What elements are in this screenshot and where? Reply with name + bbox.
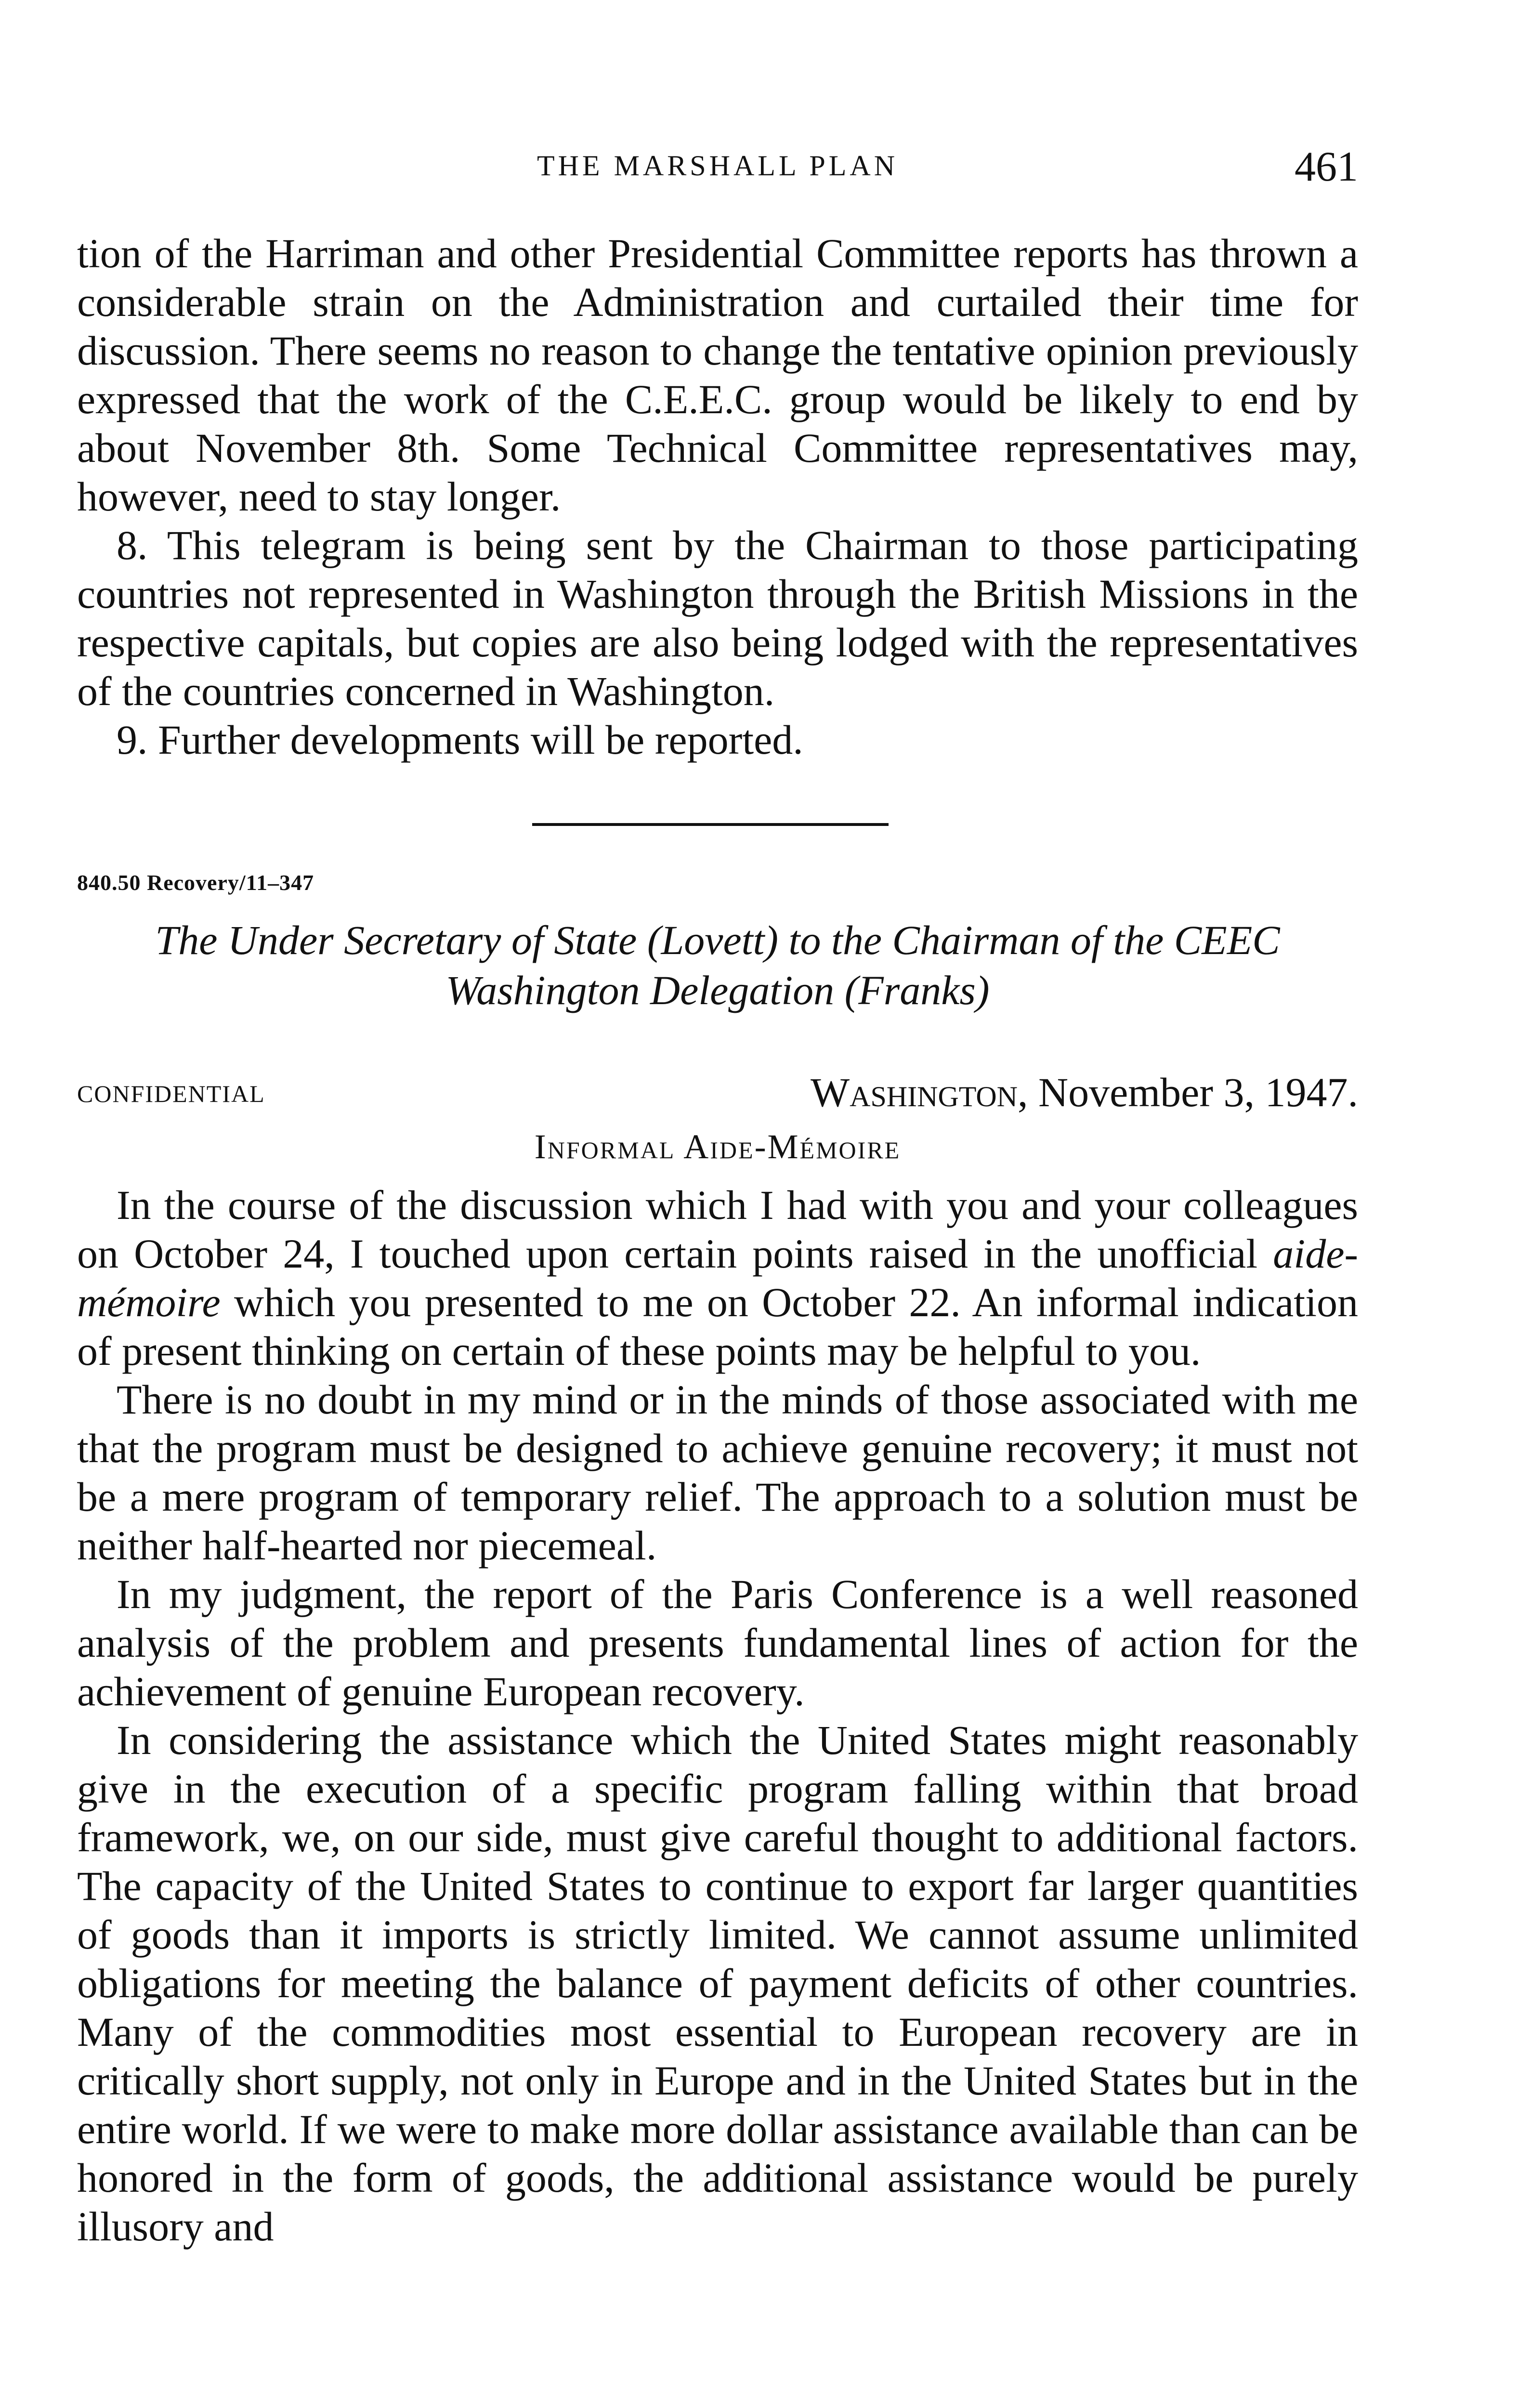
paragraph-continued: tion of the Harriman and other Presidential Committee reports has thrown a considerable strain on the Administration and curtailed their time for discussion. There seems no reason to change the tentative opinion previously expressed that the work of the C.E.E.C. group would be likely to end by about November 8th. Some Technical Committee representatives may, however, need to stay longer. — [77, 230, 1358, 520]
page-number: 461 — [1295, 144, 1358, 190]
classification-dateline-row — [77, 1068, 1358, 1121]
subheading: Informal Aide-Mémoire — [534, 1127, 901, 1166]
paragraph-4: In considering the assistance which the United States might reasonably give in the execution of a specific program falling within that broad framework, we, on our side, must give careful thought to additional factors. The capacity of the United States to continue to export far larger quantities of goods than it imports is strictly limited. We cannot assume unlimited obligations for meeting the balance of payment deficits of other countries. Many of the commodities most essential to European recovery are in critically short supply, not only in Europe and in the United States but in the entire world. If we were to make more dollar assistance available than can be honored in the form of goods, the additional assistance would be purely illusory and — [77, 1717, 1358, 2250]
running-head-title: THE MARSHALL PLAN — [537, 150, 899, 182]
paragraph-3: In my judgment, the report of the Paris Conference is a well reasoned analysis of the problem and presents fundamental lines of action for the achievement of genuine European recovery. — [77, 1571, 1358, 1714]
dateline-date: November 3, 1947. — [1028, 1069, 1358, 1115]
section-divider — [532, 823, 889, 826]
paragraph-1-start: In the course of the discussion which I had with you and your colleagues on October 24, I touched upon certain points raised in the unofficial — [77, 1182, 1358, 1277]
paragraph-2: There is no doubt in my mind or in the minds of those associated with me that the program must be designed to achieve genuine recovery; it must not be a mere program of temporary relief. The approach to a solution must be neither half-hearted nor piecemeal. — [77, 1376, 1358, 1569]
document-heading — [77, 915, 1358, 1015]
paragraph-9: 9. Further developments will be reported. — [117, 717, 803, 763]
dateline-place: Washington, — [810, 1069, 1028, 1115]
heading-line-1: The Under Secretary of State (Lovett) to the Chairman of the CEEC — [155, 917, 1280, 963]
file-reference: 840.50 Recovery/11–347 — [77, 870, 314, 895]
classification-label: CONFIDENTIAL — [77, 1080, 265, 1107]
dateline — [811, 1068, 1358, 1116]
heading-line-2: Washington Delegation (Franks) — [445, 967, 990, 1013]
aide-memoire-text — [77, 1181, 1358, 2251]
running-head — [77, 143, 1358, 196]
paragraph-1-end: which you presented to me on October 22. An informal indication of present thinking on certain of these points may be helpful to you. — [77, 1279, 1358, 1374]
paragraph-8: 8. This telegram is being sent by the Chairman to those participating countries not represented in Washington through the British Missions in the respective capitals, but copies are also being lodged with the representatives of the countries concerned in Washington. — [77, 522, 1358, 714]
paragraph-1 — [77, 1181, 1358, 1375]
paragraph-1-italic-term: aide-mémoire — [77, 1230, 1358, 1325]
continued-telegram-text — [77, 229, 1358, 764]
